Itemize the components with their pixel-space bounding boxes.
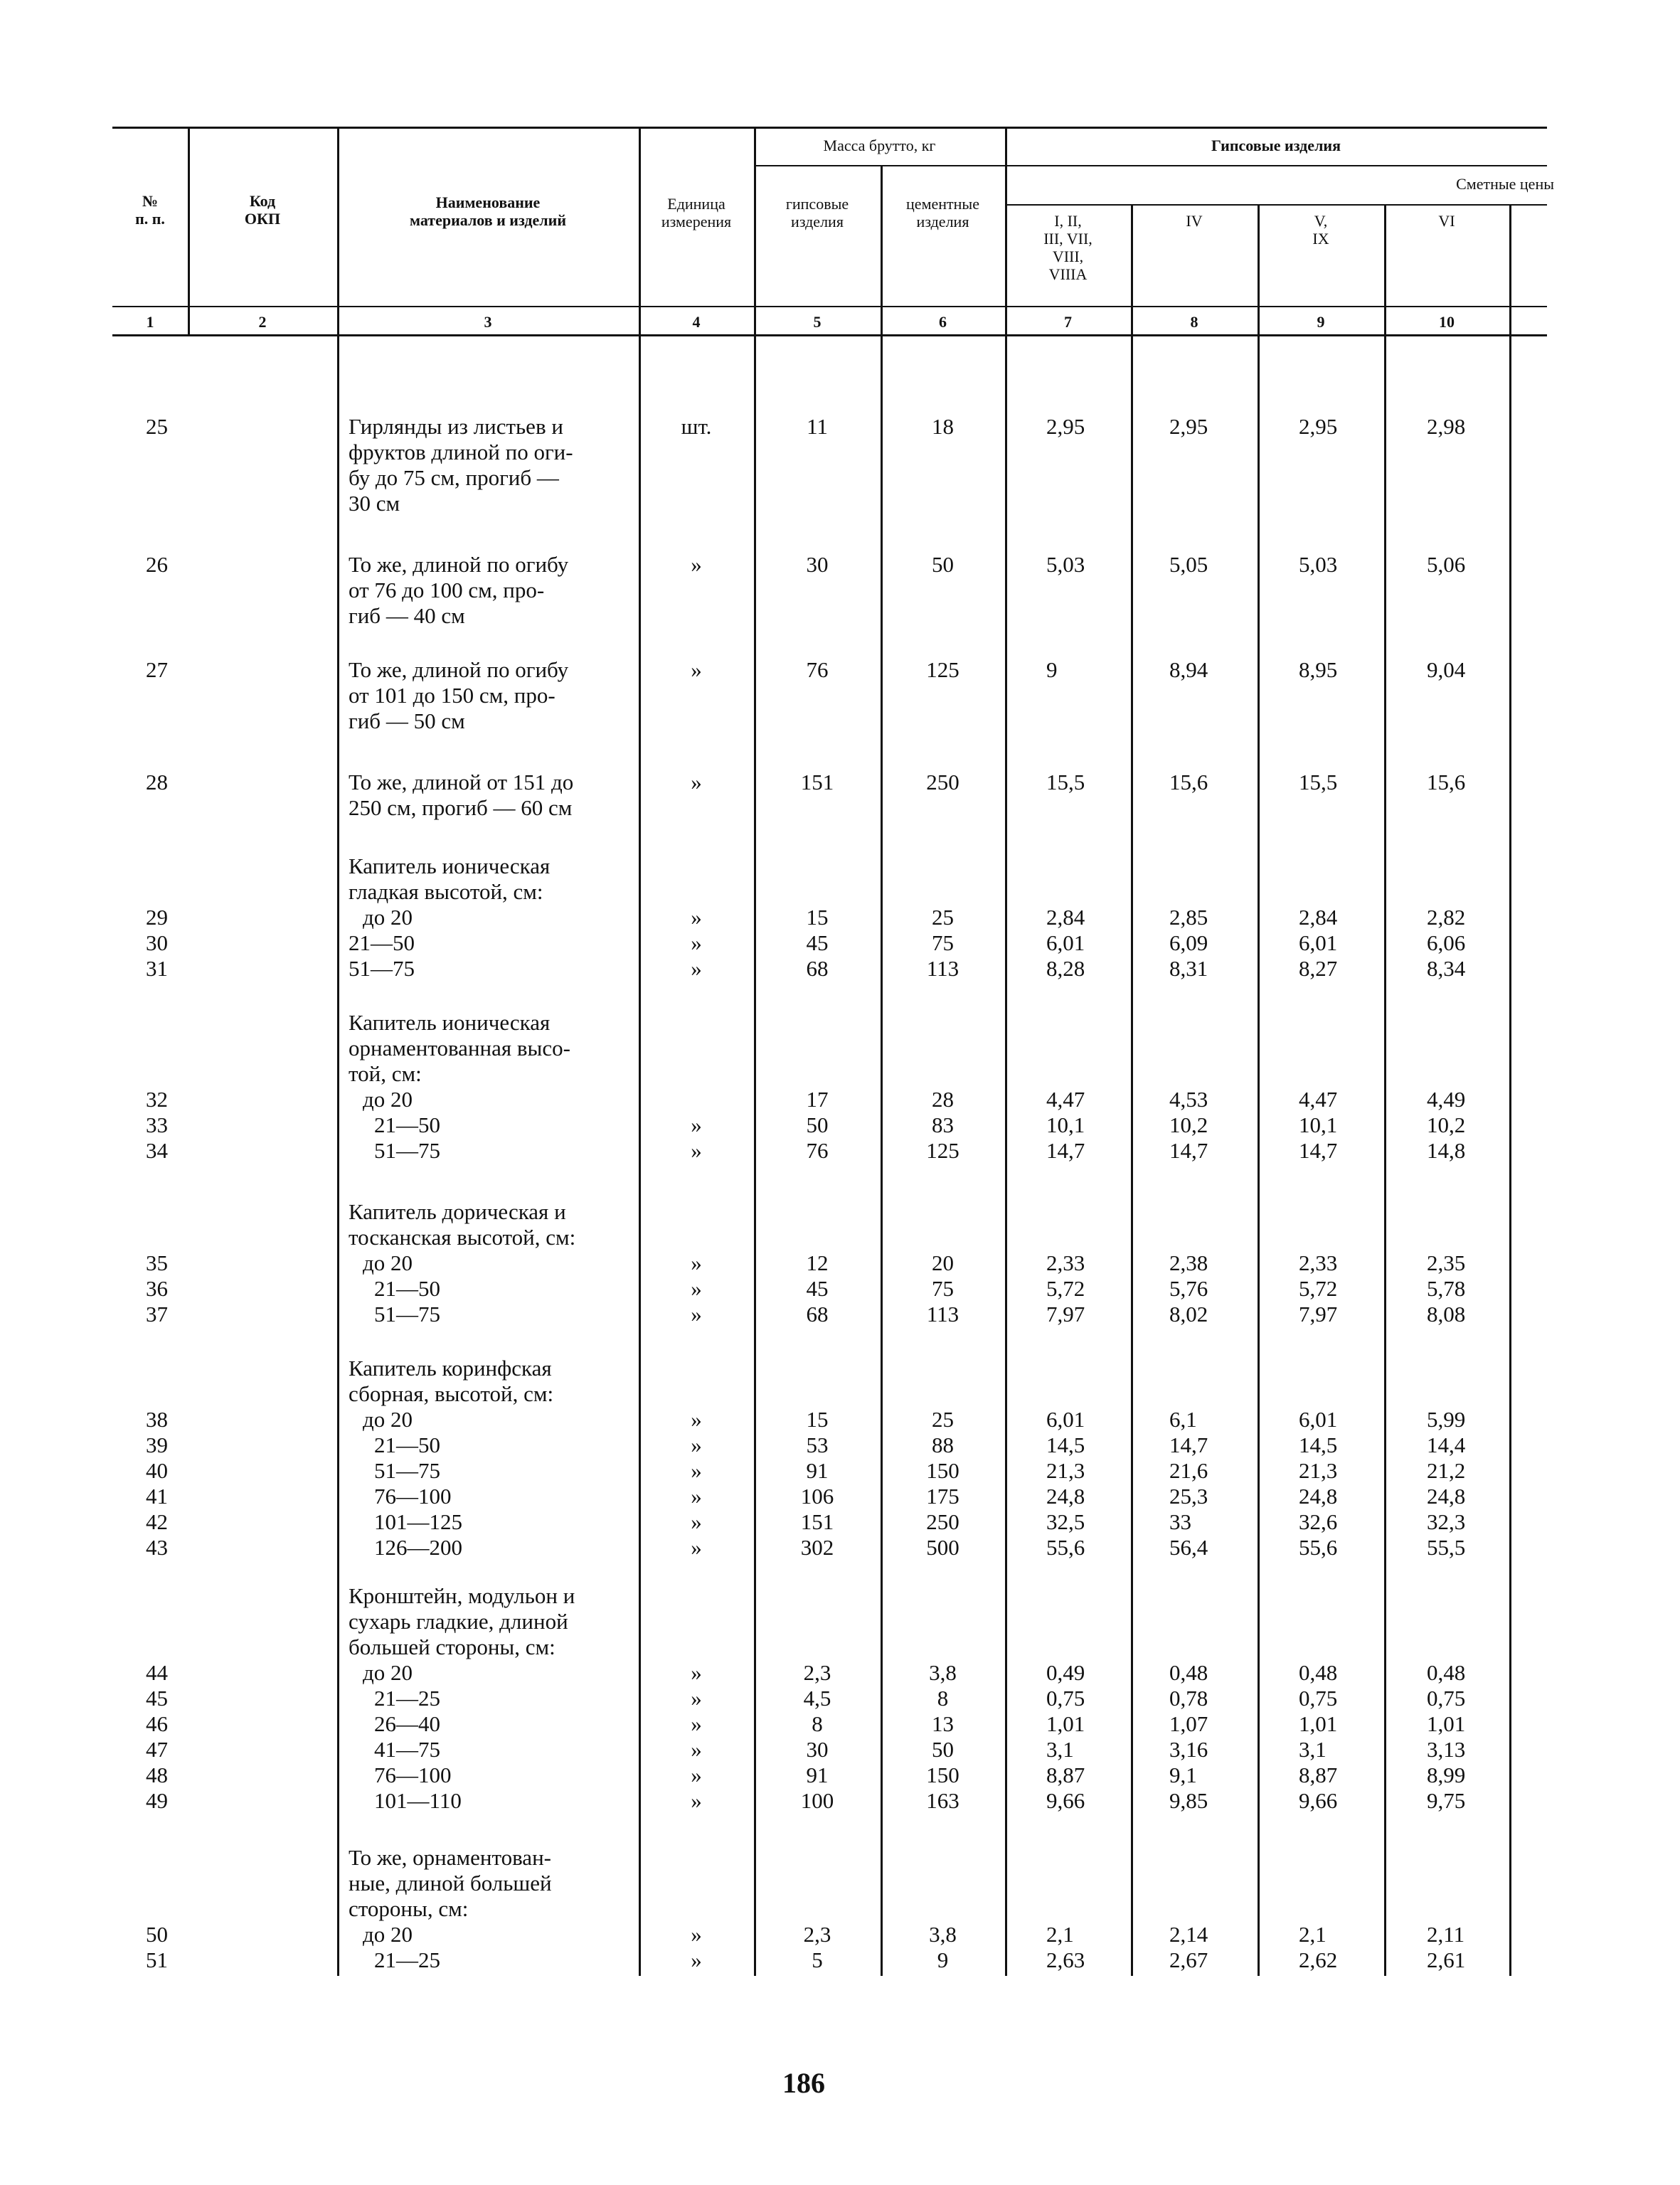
price-zone-5: 14,7 (1299, 1138, 1338, 1163)
price-zone-5: 32,6 (1299, 1509, 1338, 1534)
price-zone-4: 0,48 (1169, 1660, 1208, 1685)
mass-cement: 8 (937, 1686, 949, 1711)
column-number: 10 (1439, 313, 1455, 331)
unit: » (691, 552, 702, 577)
price-zone-1: 9 (1046, 657, 1058, 682)
row-number: 36 (146, 1276, 168, 1301)
unit: » (691, 1660, 702, 1685)
mass-cement: 75 (932, 1276, 954, 1301)
price-zone-6: 2,98 (1427, 414, 1466, 439)
row-number: 49 (146, 1788, 168, 1813)
row-number: 44 (146, 1660, 168, 1685)
column-number: 5 (813, 313, 822, 331)
mass-cement: 50 (932, 552, 954, 577)
price-zone-6: 10,2 (1427, 1112, 1466, 1137)
row-number: 37 (146, 1302, 168, 1327)
item-name: 21—50 (374, 1112, 440, 1137)
mass-cement: 250 (926, 770, 959, 794)
column-number: 4 (692, 313, 701, 331)
mass-gypsum: 45 (806, 930, 829, 955)
price-zone-1: 5,72 (1046, 1276, 1085, 1301)
price-zone-6: 21,2 (1427, 1458, 1466, 1483)
row-number: 33 (146, 1112, 168, 1137)
row-number: 43 (146, 1535, 168, 1560)
mass-gypsum: 91 (806, 1458, 829, 1483)
price-zone-1: 32,5 (1046, 1509, 1085, 1534)
price-zone-1: 6,01 (1046, 1407, 1085, 1432)
price-zone-5: 1,01 (1299, 1711, 1338, 1736)
vertical-rule (337, 127, 339, 1976)
price-zone-5: 21,3 (1299, 1458, 1338, 1483)
mass-cement: 25 (932, 1407, 954, 1432)
price-zone-5: 2,33 (1299, 1250, 1338, 1275)
mass-gypsum: 151 (800, 1509, 834, 1534)
price-zone-5: 10,1 (1299, 1112, 1338, 1137)
price-zone-4: 15,6 (1169, 770, 1208, 794)
row-number: 32 (146, 1087, 168, 1112)
price-zone-1: 6,01 (1046, 930, 1085, 955)
price-zone-5: 8,27 (1299, 956, 1338, 981)
horizontal-rule (754, 165, 1005, 166)
mass-cement: 75 (932, 930, 954, 955)
unit: » (691, 1432, 702, 1457)
mass-cement: 25 (932, 905, 954, 930)
mass-cement: 150 (926, 1763, 959, 1787)
price-zone-6: 5,06 (1427, 552, 1466, 577)
price-zone-4: 3,16 (1169, 1737, 1208, 1762)
unit: » (691, 1407, 702, 1432)
unit: » (691, 1711, 702, 1736)
price-zone-4: 21,6 (1169, 1458, 1208, 1483)
item-name: То же, длиной по огибу от 76 до 100 см, про- гиб — 40 см (349, 552, 569, 628)
mass-gypsum: 53 (806, 1432, 829, 1457)
price-zone-4: 8,02 (1169, 1302, 1208, 1327)
row-number: 28 (146, 770, 168, 794)
price-zone-1: 3,1 (1046, 1737, 1074, 1762)
unit: » (691, 956, 702, 981)
price-zone-6: 9,04 (1427, 657, 1466, 682)
unit: » (691, 657, 702, 682)
price-zone-5: 3,1 (1299, 1737, 1327, 1762)
price-zone-6: 2,11 (1427, 1922, 1465, 1947)
mass-gypsum: 91 (806, 1763, 829, 1787)
mass-gypsum: 76 (806, 1138, 829, 1163)
group-heading: Капитель дорическая и тосканская высотой, см: (349, 1199, 576, 1250)
item-name: 76—100 (374, 1763, 452, 1787)
item-name: 51—75 (374, 1458, 440, 1483)
mass-cement: 150 (926, 1458, 959, 1483)
mass-gypsum: 2,3 (803, 1922, 831, 1947)
item-name: 21—50 (349, 930, 415, 955)
unit: » (691, 770, 702, 794)
mass-gypsum: 4,5 (803, 1686, 831, 1711)
item-name: 51—75 (374, 1302, 440, 1327)
price-zone-4: 5,05 (1169, 552, 1208, 577)
item-name: до 20 (363, 1922, 413, 1947)
horizontal-rule (1005, 204, 1547, 206)
mass-gypsum: 30 (806, 1737, 829, 1762)
column-number: 3 (484, 313, 492, 331)
mass-cement: 250 (926, 1509, 959, 1534)
mass-gypsum: 17 (806, 1087, 829, 1112)
mass-gypsum: 15 (806, 1407, 829, 1432)
price-zone-1: 0,49 (1046, 1660, 1085, 1685)
unit: » (691, 1763, 702, 1787)
row-number: 27 (146, 657, 168, 682)
price-zone-4: 14,7 (1169, 1432, 1208, 1457)
price-zone-4: 4,53 (1169, 1087, 1208, 1112)
price-zone-4: 9,1 (1169, 1763, 1197, 1787)
mass-gypsum: 106 (800, 1484, 834, 1509)
row-number: 34 (146, 1138, 168, 1163)
price-zone-5: 6,01 (1299, 930, 1338, 955)
item-name: То же, длиной по огибу от 101 до 150 см, про- гиб — 50 см (349, 657, 569, 733)
price-zone-1: 2,95 (1046, 414, 1085, 439)
item-name: Гирлянды из листьев и фруктов длиной по оги- бу до 75 см, прогиб — 30 см (349, 414, 573, 516)
price-zone-4: 6,09 (1169, 930, 1208, 955)
header-mass-gypsum: гипсовые изделия (785, 195, 849, 230)
group-heading: То же, орнаментован- ные, длиной большей стороны, см: (349, 1845, 552, 1921)
vertical-rule (1384, 204, 1386, 1976)
item-name: 51—75 (374, 1138, 440, 1163)
row-number: 39 (146, 1432, 168, 1457)
mass-cement: 3,8 (929, 1922, 957, 1947)
price-zone-1: 14,5 (1046, 1432, 1085, 1457)
header-mass-cement: цементные изделия (906, 195, 979, 230)
price-zone-1: 2,1 (1046, 1922, 1074, 1947)
row-number: 42 (146, 1509, 168, 1534)
price-zone-4: 6,1 (1169, 1407, 1197, 1432)
vertical-rule (1005, 127, 1007, 1976)
item-name: 21—50 (374, 1276, 440, 1301)
price-zone-6: 2,61 (1427, 1947, 1466, 1972)
horizontal-rule (112, 127, 1547, 129)
header-zone-4: IV (1186, 212, 1203, 230)
price-zone-6: 3,13 (1427, 1737, 1466, 1762)
row-number: 29 (146, 905, 168, 930)
mass-cement: 175 (926, 1484, 959, 1509)
header-name: Наименование материалов и изделий (410, 193, 566, 229)
price-zone-6: 6,06 (1427, 930, 1466, 955)
mass-cement: 18 (932, 414, 954, 439)
row-number: 38 (146, 1407, 168, 1432)
item-name: до 20 (363, 1250, 413, 1275)
item-name: 21—25 (374, 1947, 440, 1972)
unit: » (691, 1484, 702, 1509)
row-number: 31 (146, 956, 168, 981)
price-zone-1: 2,84 (1046, 905, 1085, 930)
row-number: 30 (146, 930, 168, 955)
price-zone-4: 2,38 (1169, 1250, 1208, 1275)
unit: » (691, 1302, 702, 1327)
item-name: 126—200 (374, 1535, 462, 1560)
price-zone-6: 24,8 (1427, 1484, 1466, 1509)
unit: » (691, 1686, 702, 1711)
row-number: 45 (146, 1686, 168, 1711)
price-zone-4: 8,94 (1169, 657, 1208, 682)
price-zone-4: 9,85 (1169, 1788, 1208, 1813)
vertical-rule (1258, 204, 1260, 1976)
item-name: до 20 (363, 1407, 413, 1432)
price-zone-6: 4,49 (1427, 1087, 1466, 1112)
mass-gypsum: 12 (806, 1250, 829, 1275)
price-zone-4: 2,67 (1169, 1947, 1208, 1972)
group-heading: Кронштейн, модульон и сухарь гладкие, длиной большей стороны, см: (349, 1583, 575, 1659)
price-zone-6: 15,6 (1427, 770, 1466, 794)
price-zone-1: 10,1 (1046, 1112, 1085, 1137)
mass-gypsum: 30 (806, 552, 829, 577)
mass-gypsum: 2,3 (803, 1660, 831, 1685)
price-zone-1: 8,28 (1046, 956, 1085, 981)
price-zone-1: 1,01 (1046, 1711, 1085, 1736)
row-number: 51 (146, 1947, 168, 1972)
price-zone-1: 0,75 (1046, 1686, 1085, 1711)
price-zone-6: 14,8 (1427, 1138, 1466, 1163)
row-number: 46 (146, 1711, 168, 1736)
price-zone-6: 0,75 (1427, 1686, 1466, 1711)
price-zone-5: 7,97 (1299, 1302, 1338, 1327)
price-zone-5: 15,5 (1299, 770, 1338, 794)
price-zone-4: 2,95 (1169, 414, 1208, 439)
row-number: 25 (146, 414, 168, 439)
price-zone-4: 1,07 (1169, 1711, 1208, 1736)
item-name: 101—110 (374, 1788, 462, 1813)
price-zone-4: 56,4 (1169, 1535, 1208, 1560)
mass-cement: 88 (932, 1432, 954, 1457)
group-heading: Капитель ионическая гладкая высотой, см: (349, 854, 551, 904)
column-number: 8 (1190, 313, 1198, 331)
unit: шт. (681, 414, 712, 439)
mass-cement: 9 (937, 1947, 949, 1972)
unit: » (691, 1922, 702, 1947)
mass-gypsum: 302 (800, 1535, 834, 1560)
price-zone-1: 2,33 (1046, 1250, 1085, 1275)
item-name: 101—125 (374, 1509, 462, 1534)
price-zone-6: 55,5 (1427, 1535, 1466, 1560)
mass-cement: 125 (926, 1138, 959, 1163)
header-zone-6: VI (1438, 212, 1455, 230)
column-number: 9 (1317, 313, 1325, 331)
row-number: 35 (146, 1250, 168, 1275)
price-zone-1: 14,7 (1046, 1138, 1085, 1163)
price-zone-1: 4,47 (1046, 1087, 1085, 1112)
mass-cement: 125 (926, 657, 959, 682)
price-zone-5: 2,84 (1299, 905, 1338, 930)
mass-cement: 50 (932, 1737, 954, 1762)
price-zone-6: 32,3 (1427, 1509, 1466, 1534)
row-number: 48 (146, 1763, 168, 1787)
item-name: 21—25 (374, 1686, 440, 1711)
price-zone-4: 10,2 (1169, 1112, 1208, 1137)
header-number: № п. п. (135, 192, 165, 228)
row-number: 50 (146, 1922, 168, 1947)
price-zone-6: 8,34 (1427, 956, 1466, 981)
column-number: 7 (1064, 313, 1072, 331)
price-zone-4: 33 (1169, 1509, 1191, 1534)
unit: » (691, 1947, 702, 1972)
unit: » (691, 1112, 702, 1137)
header-unit: Единица измерения (661, 195, 732, 230)
price-zone-1: 24,8 (1046, 1484, 1085, 1509)
price-zone-4: 2,85 (1169, 905, 1208, 930)
price-zone-5: 24,8 (1299, 1484, 1338, 1509)
mass-gypsum: 8 (812, 1711, 823, 1736)
price-zone-6: 8,99 (1427, 1763, 1466, 1787)
item-name: 41—75 (374, 1737, 440, 1762)
horizontal-rule (112, 306, 1547, 307)
price-zone-6: 0,48 (1427, 1660, 1466, 1685)
mass-gypsum: 45 (806, 1276, 829, 1301)
price-zone-5: 9,66 (1299, 1788, 1338, 1813)
price-zone-5: 55,6 (1299, 1535, 1338, 1560)
column-number: 6 (939, 313, 947, 331)
header-zone-5: V, IX (1312, 212, 1329, 248)
page-number: 186 (782, 2067, 825, 2099)
unit: » (691, 1788, 702, 1813)
price-zone-5: 8,95 (1299, 657, 1338, 682)
mass-cement: 83 (932, 1112, 954, 1137)
column-number: 1 (146, 313, 154, 331)
unit: » (691, 1276, 702, 1301)
mass-gypsum: 68 (806, 1302, 829, 1327)
mass-cement: 13 (932, 1711, 954, 1736)
price-zone-1: 9,66 (1046, 1788, 1085, 1813)
mass-cement: 3,8 (929, 1660, 957, 1685)
mass-gypsum: 68 (806, 956, 829, 981)
mass-gypsum: 11 (807, 414, 828, 439)
price-zone-5: 5,03 (1299, 552, 1338, 577)
item-name: до 20 (363, 1087, 413, 1112)
price-zone-6: 1,01 (1427, 1711, 1466, 1736)
price-zone-5: 2,1 (1299, 1922, 1327, 1947)
unit: » (691, 1138, 702, 1163)
price-zone-5: 14,5 (1299, 1432, 1338, 1457)
vertical-rule (188, 127, 190, 334)
item-name: 21—50 (374, 1432, 440, 1457)
horizontal-rule (112, 334, 1547, 336)
price-zone-5: 2,62 (1299, 1947, 1338, 1972)
item-name: 26—40 (374, 1711, 440, 1736)
item-name: до 20 (363, 1660, 413, 1685)
row-number: 40 (146, 1458, 168, 1483)
price-zone-5: 5,72 (1299, 1276, 1338, 1301)
row-number: 41 (146, 1484, 168, 1509)
price-zone-5: 8,87 (1299, 1763, 1338, 1787)
price-zone-5: 0,48 (1299, 1660, 1338, 1685)
price-zone-4: 0,78 (1169, 1686, 1208, 1711)
price-zone-6: 5,78 (1427, 1276, 1466, 1301)
price-zone-1: 21,3 (1046, 1458, 1085, 1483)
price-zone-6: 2,35 (1427, 1250, 1466, 1275)
price-zone-5: 2,95 (1299, 414, 1338, 439)
horizontal-rule (1005, 165, 1547, 166)
price-zone-1: 2,63 (1046, 1947, 1085, 1972)
mass-gypsum: 15 (806, 905, 829, 930)
mass-gypsum: 151 (800, 770, 834, 794)
price-zone-1: 7,97 (1046, 1302, 1085, 1327)
item-name: 51—75 (349, 956, 415, 981)
header-code: Код ОКП (244, 192, 281, 228)
price-zone-6: 8,08 (1427, 1302, 1466, 1327)
price-zone-4: 14,7 (1169, 1138, 1208, 1163)
header-gypsum-group: Гипсовые изделия (1211, 137, 1341, 154)
price-zone-1: 8,87 (1046, 1763, 1085, 1787)
row-number: 26 (146, 552, 168, 577)
row-number: 47 (146, 1737, 168, 1762)
mass-cement: 20 (932, 1250, 954, 1275)
item-name: до 20 (363, 905, 413, 930)
mass-cement: 163 (926, 1788, 959, 1813)
price-zone-6: 2,82 (1427, 905, 1466, 930)
mass-cement: 113 (926, 1302, 959, 1327)
price-zone-4: 8,31 (1169, 956, 1208, 981)
unit: » (691, 1509, 702, 1534)
mass-gypsum: 5 (812, 1947, 823, 1972)
price-zone-4: 25,3 (1169, 1484, 1208, 1509)
group-heading: Капитель ионическая орнаментованная высо- той, см: (349, 1010, 570, 1086)
unit: » (691, 905, 702, 930)
price-zone-5: 0,75 (1299, 1686, 1338, 1711)
price-zone-1: 15,5 (1046, 770, 1085, 794)
price-zone-5: 4,47 (1299, 1087, 1338, 1112)
item-name: 76—100 (374, 1484, 452, 1509)
price-zone-6: 14,4 (1427, 1432, 1466, 1457)
group-heading: Капитель коринфская сборная, высотой, см: (349, 1356, 554, 1406)
header-prices-group: Сметные цены (1456, 175, 1554, 193)
price-zone-6: 9,75 (1427, 1788, 1466, 1813)
item-name: То же, длиной от 151 до 250 см, прогиб — 60 см (349, 770, 574, 820)
mass-gypsum: 100 (800, 1788, 834, 1813)
header-zone-1: I, II, III, VII, VIII, VIIIA (1043, 212, 1092, 283)
price-zone-4: 5,76 (1169, 1276, 1208, 1301)
price-zone-4: 2,14 (1169, 1922, 1208, 1947)
unit: » (691, 1535, 702, 1560)
mass-cement: 113 (926, 956, 959, 981)
price-zone-6: 5,99 (1427, 1407, 1466, 1432)
unit: » (691, 1458, 702, 1483)
unit: » (691, 1737, 702, 1762)
header-mass-group: Масса брутто, кг (823, 137, 936, 154)
unit: » (691, 930, 702, 955)
price-zone-1: 5,03 (1046, 552, 1085, 577)
column-number: 2 (258, 313, 267, 331)
price-zone-1: 55,6 (1046, 1535, 1085, 1560)
mass-cement: 500 (926, 1535, 959, 1560)
mass-gypsum: 76 (806, 657, 829, 682)
mass-gypsum: 50 (806, 1112, 829, 1137)
price-zone-5: 6,01 (1299, 1407, 1338, 1432)
unit: » (691, 1250, 702, 1275)
mass-cement: 28 (932, 1087, 954, 1112)
